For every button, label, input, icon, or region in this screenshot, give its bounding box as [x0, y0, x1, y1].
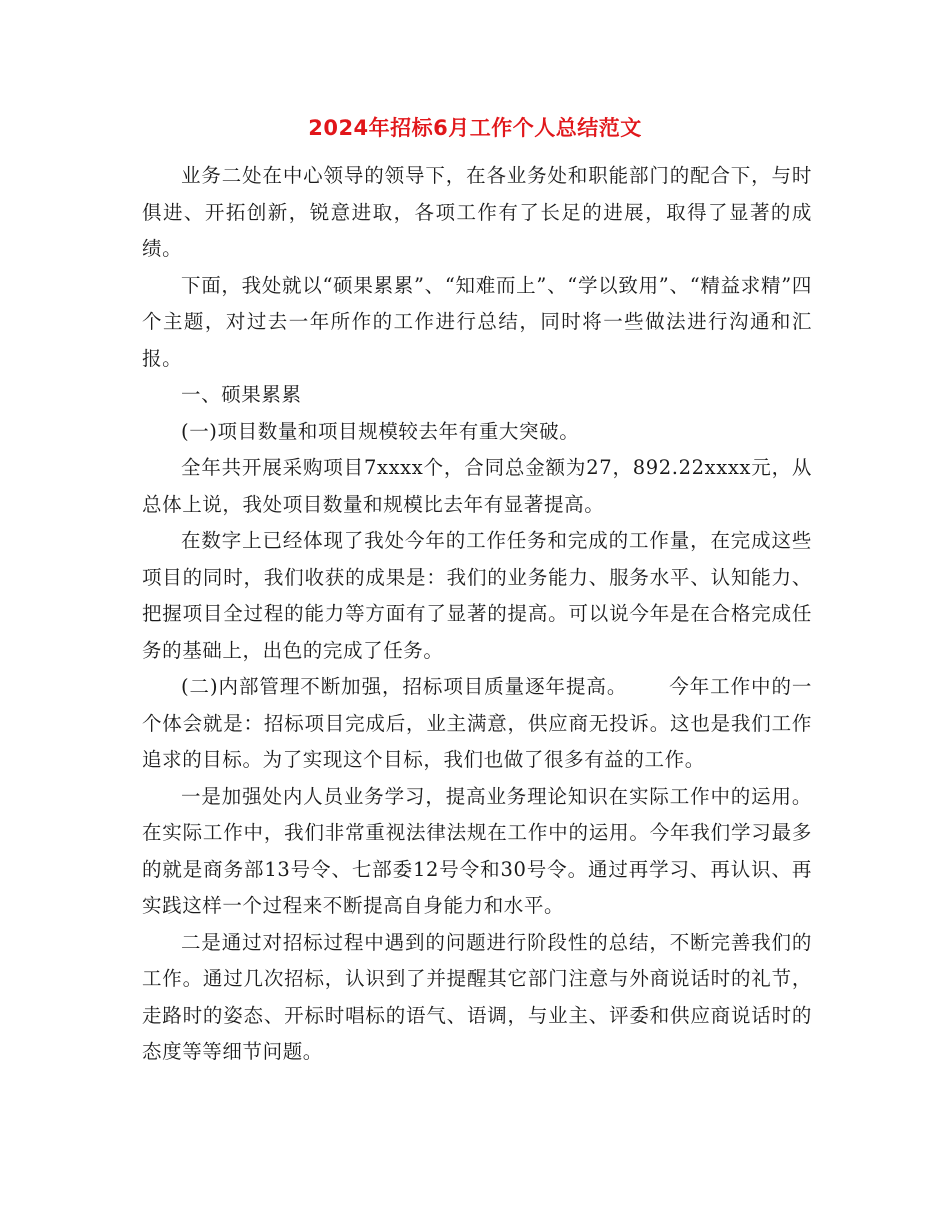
paragraph-intro: 业务二处在中心领导的领导下，在各业务处和职能部门的配合下，与时俱进、开拓创新，锐意进取，各项工作有了长足的进展，取得了显著的成绩。	[142, 164, 812, 260]
paragraph-point-one: 一是加强处内人员业务学习，提高业务理论知识在实际工作中的运用。在实际工作中，我们非常重视法律法规在工作中的运用。今年我们学习最多的就是商务部13号令、七部委12号令和30号令。通过再学习、再认识、再实践这样一个过程来不断提高自身能力和水平。	[142, 784, 812, 917]
paragraph-achievements: 在数字上已经体现了我处今年的工作任务和完成的工作量，在完成这些项目的同时，我们收获的成果是：我们的业务能力、服务水平、认知能力、把握项目全过程的能力等方面有了显著的提高。可以说今年是在合格完成任务的基础上，出色的完成了任务。	[142, 529, 812, 662]
document-title: 2024年招标6月工作个人总结范文	[308, 116, 642, 140]
heading-section-1: 一、硕果累累	[181, 383, 302, 406]
paragraph-point-two: 二是通过对招标过程中遇到的问题进行阶段性的总结，不断完善我们的工作。通过几次招标，认识到了并提醒其它部门注意与外商说话时的礼节，走路时的姿态、开标时唱标的语气、语调，与业主、评委和供应商说话时的态度等等细节问题。	[142, 930, 812, 1063]
paragraph-management	[142, 669, 812, 779]
document-body	[142, 158, 812, 1071]
paragraph-themes: 下面，我处就以“硕果累累”、“知难而上”、“学以致用”、“精益求精”四个主题，对过去一年所作的工作进行总结，同时将一些做法进行沟通和汇报。	[142, 273, 812, 370]
heading-subsection-1: (一)项目数量和项目规模较去年有重大突破。	[181, 419, 580, 443]
heading-subsection-2: (二)内部管理不断加强，招标项目质量逐年提高。	[181, 675, 628, 698]
paragraph-experience: 今年工作中的一个体会就是：招标项目完成后，业主满意，供应商无投诉。这也是我们工作追求的目标。为了实现这个目标，我们也做了很多有益的工作。	[142, 675, 813, 771]
paragraph-project-count: 全年共开展采购项目7xxxx个，合同总金额为27，892.22xxxx元，从总体上说，我处项目数量和规模比去年有显著提高。	[142, 456, 812, 516]
